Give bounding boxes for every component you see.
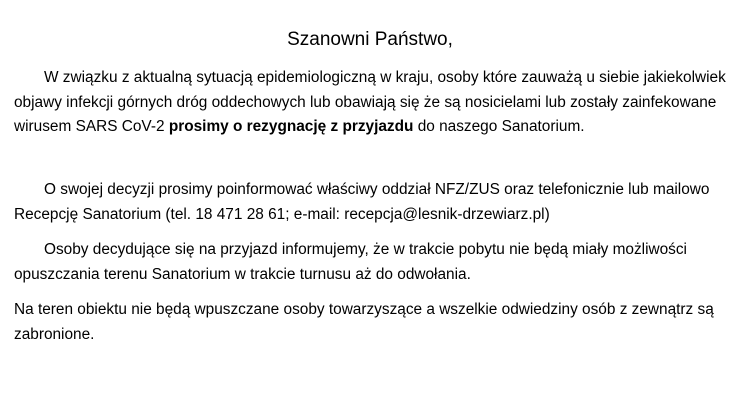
paragraph-symptoms-text: W związku z aktualną sytuacją epidemiologiczną w kraju, osoby które zauważą u siebie jakiekolwiek objawy infekcji górnych dróg oddechowych lub obawiają się że są nosicielami lub zostały zainfekowane wirusem SARS CoV-2 bbox=[14, 69, 726, 135]
paragraph-visitor-policy: Na teren obiektu nie będą wpuszczane osoby towarzyszące a wszelkie odwiedziny osób z zewnątrz są zabronione. bbox=[14, 301, 714, 343]
paragraph-stay-restrictions: Osoby decydujące się na przyjazd informujemy, że w trakcie pobytu nie będą miały możliwości opuszczania terenu Sanatorium w trakcie turnusu aż do odwołania. bbox=[14, 241, 687, 283]
paragraph-contact-info: O swojej decyzji prosimy poinformować właściwy oddział NFZ/ZUS oraz telefonicznie lub mailowo Recepcję Sanatorium (tel. 18 471 28 61; e-mail: recepcja@lesnik-drzewiarz.pl) bbox=[14, 181, 710, 223]
paragraph-symptoms-emphasis: prosimy o rezygnację z przyjazdu bbox=[168, 118, 414, 135]
paragraph-symptoms-ending: do naszego Sanatorium. bbox=[413, 118, 585, 135]
paragraph-symptoms-notice bbox=[14, 66, 726, 140]
greeting-heading: Szanowni Państwo, bbox=[287, 29, 453, 50]
